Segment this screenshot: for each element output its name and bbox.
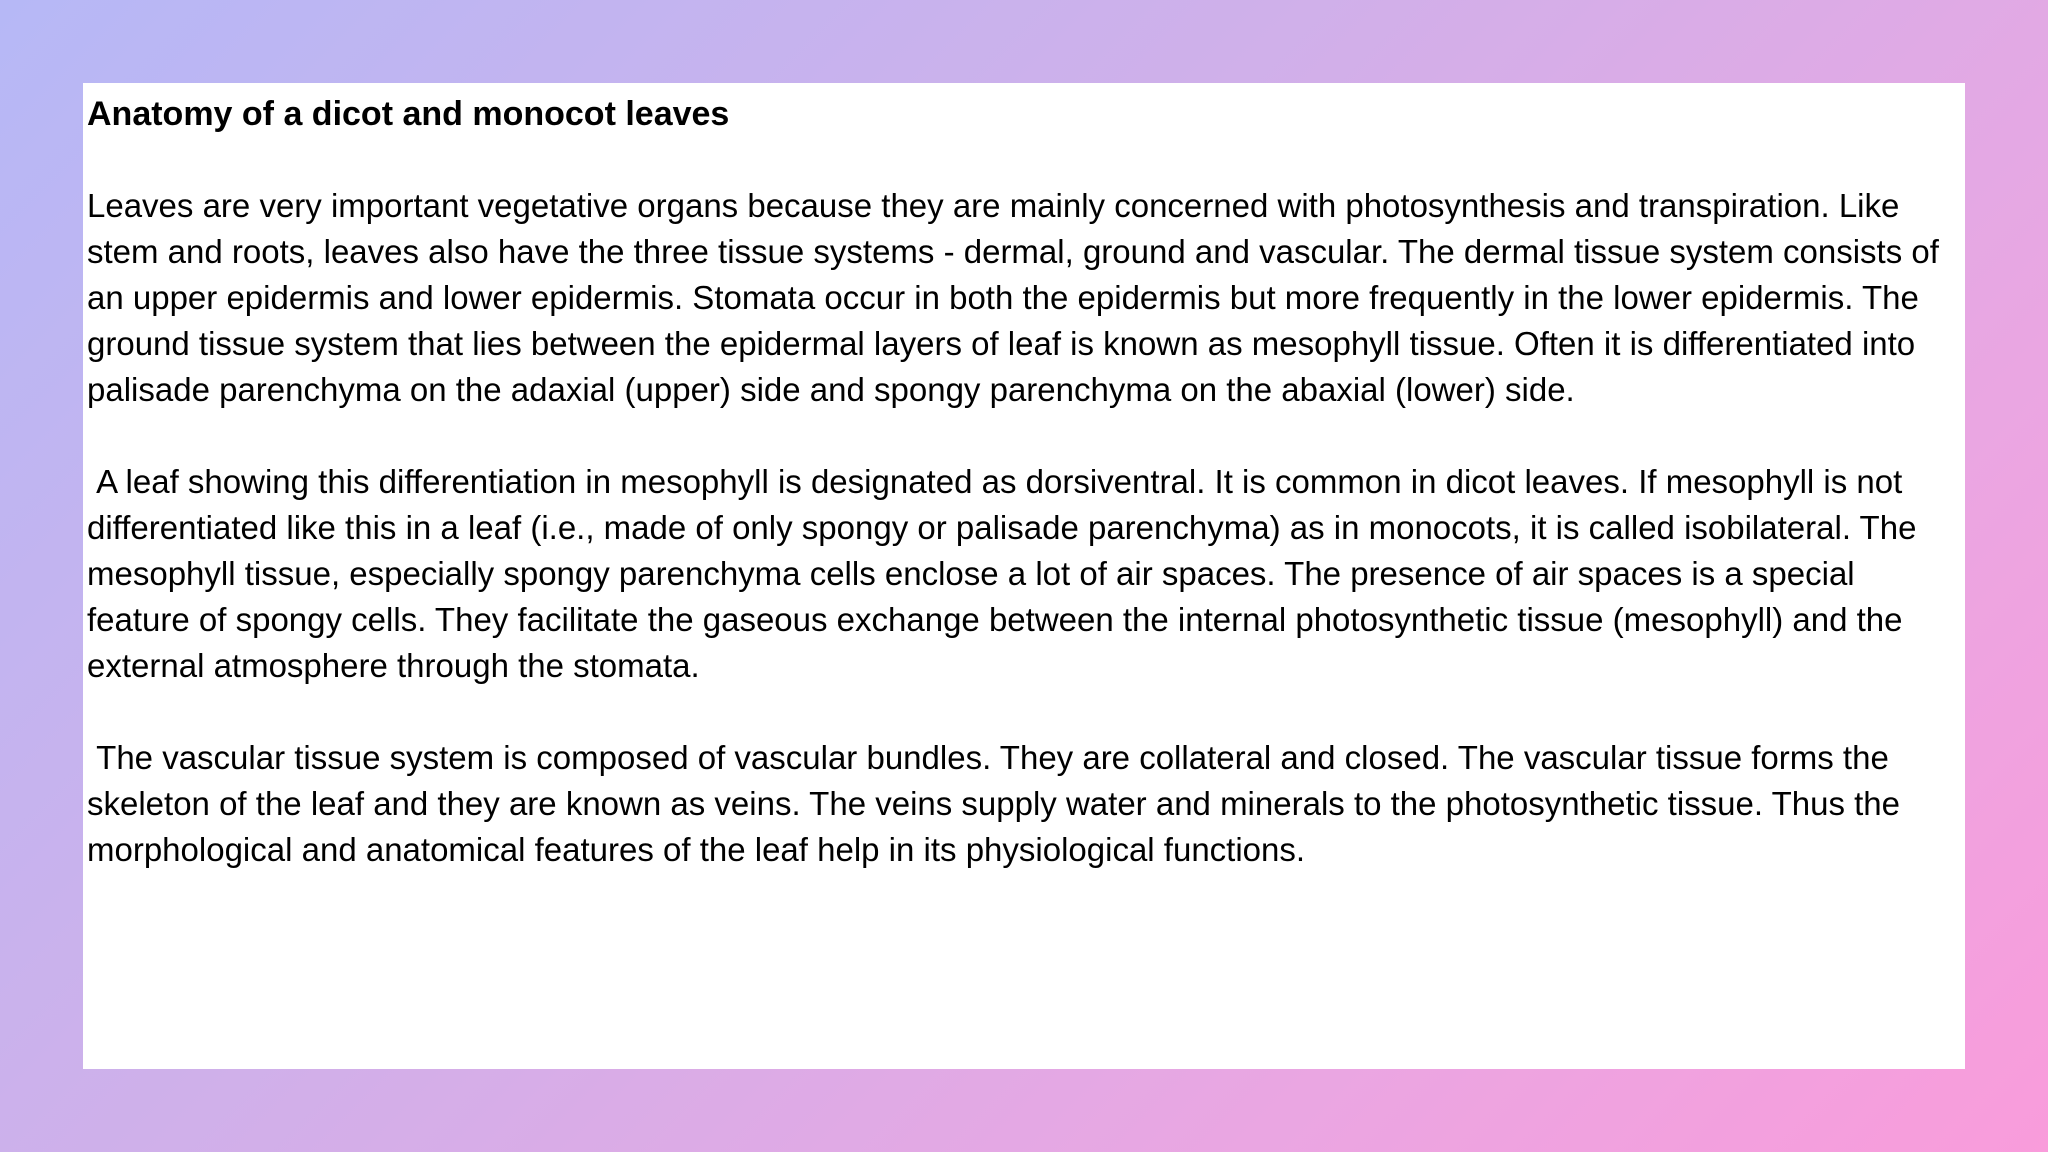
content-panel bbox=[83, 83, 1965, 1069]
paragraph-mesophyll-differentiation: A leaf showing this differentiation in mesophyll is designated as dorsiventral. It is common in dicot leaves. If mesophyll is not differentiated like this in a leaf (i.e., made of only spongy or palisade parenchyma) as in monocots, it is called isobilateral. The mesophyll tissue, especially spongy parenchyma cells enclose a lot of air spaces. The presence of air spaces is a special feature of spongy cells. They facilitate the gaseous exchange between the internal photosynthetic tissue (mesophyll) and the external atmosphere through the stomata. bbox=[87, 463, 1926, 684]
paragraph-dermal-ground-tissue: Leaves are very important vegetative organs because they are mainly concerned with photosynthesis and transpiration. Like stem and roots, leaves also have the three tissue systems - dermal, ground and vascular. The dermal tissue system consists of an upper epidermis and lower epidermis. Stomata occur in both the epidermis but more frequently in the lower epidermis. The ground tissue system that lies between the epidermal layers of leaf is known as mesophyll tissue. Often it is differentiated into palisade parenchyma on the adaxial (upper) side and spongy parenchyma on the abaxial (lower) side. bbox=[87, 187, 1949, 408]
page-title: Anatomy of a dicot and monocot leaves bbox=[87, 95, 730, 133]
paragraph-vascular-tissue: The vascular tissue system is composed of vascular bundles. They are collateral and closed. The vascular tissue forms the skeleton of the leaf and they are known as veins. The veins supply water and minerals to the photosynthetic tissue. Thus the morphological and anatomical features of the leaf help in its physiological functions. bbox=[87, 739, 1910, 868]
